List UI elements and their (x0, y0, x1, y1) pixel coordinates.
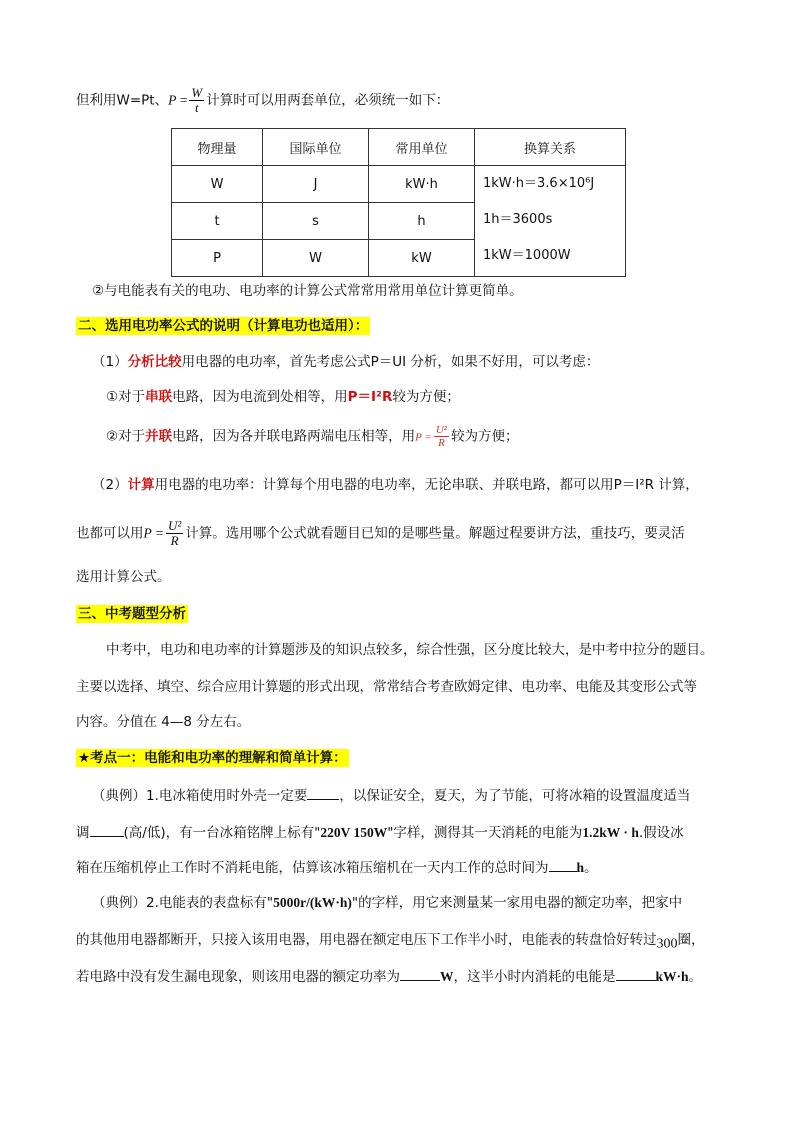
table-header-cell: 换算关系 (475, 129, 626, 166)
formula-i2r: P＝I²R (347, 389, 393, 405)
answer-blank[interactable] (90, 822, 124, 837)
table-header-cell: 物理量 (172, 129, 263, 166)
table-cell: J (263, 166, 369, 203)
note-2: ②与电能表有关的电功、电功率的计算公式常常用常用单位计算更简单。 (92, 283, 523, 299)
table-cell: h (369, 203, 475, 240)
example-2-line-1: （典例）2.电能表的表盘标有"5000r/(kW·h)"的字样，用它来测量某一家用电器的额定功率，把家中 (92, 895, 683, 911)
section-2-point-2-cont: 也都可以用P = $\frac{\text{U²}}{R}$ 计算。选用哪个公式就看题目已知的是哪些量。解题过程要讲方法，重技巧，要灵活 (76, 518, 685, 548)
table-cell: P (172, 240, 263, 277)
section-2-point-2-end: 选用计算公式。 (76, 569, 171, 585)
fraction-u2-over-r: $\frac{\text{U²}}{R}$ (168, 518, 182, 548)
table-cell: W (172, 166, 263, 203)
key-point-1-heading: ★考点一：电能和电功率的理解和简单计算： (78, 750, 347, 766)
section-2-point-2: （2）计算用电器的电功率：计算每个用电器的电功率，无论串联、并联电路，都可以用P＝I²R 计算， (92, 477, 699, 493)
table-cell: W (263, 240, 369, 277)
example-1-line-1: （典例）1.电冰箱使用时外壳一定要 ，以保证安全，夏天，为了节能，可将冰箱的设置温度适当 (92, 785, 754, 806)
table-cell: kW·h (369, 166, 475, 203)
example-2-line-2: 的其他用电器都断开，只接入该用电器，用电器在额定电压下工作半小时，电能表的转盘恰好转过300圈， (76, 932, 705, 952)
table-row (172, 166, 626, 203)
conversion-cell (475, 166, 626, 277)
table-header-row (172, 129, 626, 166)
example-1-line-2: 调 (高/低)，有一台冰箱铭牌上标有"220V 150W"字样，测得其一天消耗的电能为1.2kW · h.假设冰 (76, 822, 754, 843)
fraction-u2-over-r: $\frac{\text{U²}}{R}$ (435, 424, 448, 449)
conversion-kwh: 1kW·h＝3.6×10⁶J (483, 176, 595, 191)
option-high-low: (高/低) (123, 825, 166, 841)
conversion-hour: 1h＝3600s (483, 212, 553, 227)
table-cell: kW (369, 240, 475, 277)
section-2-point-1: （1）分析比较用电器的电功率，首先考虑公式P＝UI 分析，如果不好用，可以考虑： (92, 354, 600, 370)
parallel-circuit-note: ②对于并联电路，因为各并联电路两端电压相等，用P = $\frac{\text{U²}}{R}$ 较为方便； (106, 424, 519, 449)
series-circuit-note: ①对于串联电路，因为电流到处相等，用P＝I²R较为方便； (106, 389, 460, 405)
section-3-paragraph-line: 主要以选择、填空、综合应用计算题的形式出现，常常结合考查欧姆定律、电功率、电能及其变形公式等 (76, 679, 697, 695)
table-header-cell: 国际单位 (263, 129, 369, 166)
table-header-cell: 常用单位 (369, 129, 475, 166)
section-3-paragraph-line: 内容。分值在 4—8 分左右。 (76, 714, 251, 730)
fraction-w-over-t: $\frac{W}{t}$ (191, 85, 203, 115)
section-3-paragraph-line: 中考中，电功和电功率的计算题涉及的知识点较多，综合性强，区分度比较大，是中考中拉分的题目。 (106, 642, 714, 658)
example-2-line-3: 若电路中没有发生漏电现象，则该用电器的额定功率为 W，这半小时内消耗的电能是 kW·h。 (76, 966, 754, 987)
section-3-heading: 三、中考题型分析 (78, 606, 186, 622)
intro-line: 但利用W=Pt、P = $\frac{W}{t}$ 计算时可以用两套单位，必须统一如下： (76, 85, 450, 115)
answer-blank[interactable] (616, 966, 656, 981)
section-2-heading: 二、选用电功率公式的说明（计算电功也适用）： (78, 318, 369, 334)
units-table (171, 128, 626, 277)
answer-blank[interactable] (400, 966, 440, 981)
table-cell: s (263, 203, 369, 240)
answer-blank[interactable] (549, 857, 577, 872)
example-1-line-3: 箱在压缩机停止工作时不消耗电能，估算该冰箱压缩机在一天内工作的总时间为 h。 (76, 857, 754, 878)
table-cell: t (172, 203, 263, 240)
conversion-kw: 1kW＝1000W (483, 248, 571, 263)
answer-blank[interactable] (307, 785, 339, 800)
